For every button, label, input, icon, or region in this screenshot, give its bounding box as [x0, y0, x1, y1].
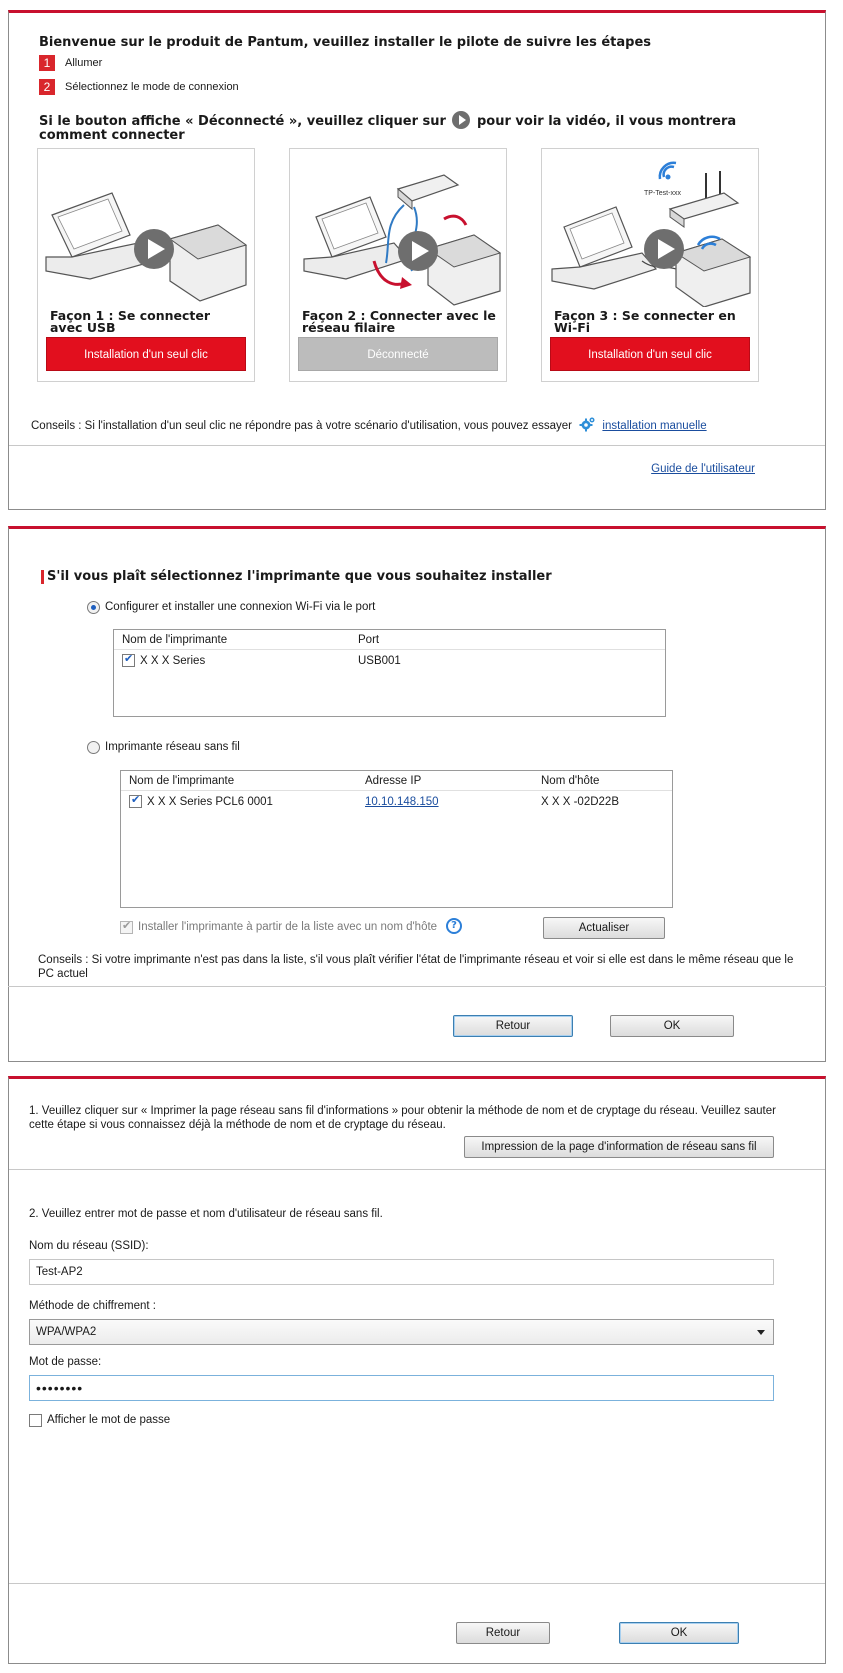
wireless-printer-label: Imprimante réseau sans fil: [105, 741, 240, 753]
divider: [9, 1169, 825, 1170]
printer-port: USB001: [358, 655, 401, 667]
divider: [9, 1583, 825, 1584]
video-hint-text-after: pour voir la vidéo, il vous montrera comment connecter: [39, 114, 737, 143]
wifi-via-port-label: Configurer et installer une connexion Wi-Fi via le port: [105, 601, 376, 613]
select-printer-title: S'il vous plaît sélectionnez l'imprimante que vous souhaitez installer: [47, 569, 552, 584]
ok-button[interactable]: OK: [619, 1622, 739, 1644]
welcome-title: Bienvenue sur le produit de Pantum, veuillez installer le pilote de suivre les étapes: [39, 35, 652, 50]
connection-mode-panel: [8, 10, 826, 510]
encryption-select[interactable]: [29, 1319, 774, 1345]
refresh-button[interactable]: Actualiser: [543, 917, 665, 939]
column-header-printer-name: Nom de l'imprimante: [129, 775, 235, 787]
card-title-wifi: Façon 3 : Se connecter en Wi-Fi: [554, 308, 736, 335]
connection-card-usb: [37, 148, 255, 382]
printer-ip-link[interactable]: 10.10.148.150: [365, 796, 439, 808]
manual-install-tip: [31, 416, 707, 432]
card-title-wired: Façon 2 : Connecter avec le réseau filaire: [302, 308, 496, 335]
step-number-1: 1: [39, 55, 55, 71]
printer-checkbox[interactable]: [129, 795, 142, 808]
usb-one-click-install-button[interactable]: Installation d'un seul clic: [46, 337, 246, 371]
manual-install-link[interactable]: installation manuelle: [602, 420, 707, 432]
hostname-install-label: Installer l'imprimante à partir de la liste avec un nom d'hôte: [138, 921, 438, 933]
table-row[interactable]: [121, 793, 672, 811]
ssid-label: Nom du réseau (SSID):: [29, 1240, 149, 1252]
printer-not-listed-tip: Conseils : Si votre imprimante n'est pas dans la liste, s'il vous plaît vérifier l'état de l'imprimante réseau et voir si elle est dans le même réseau que le PC actuel: [38, 954, 794, 980]
column-header-hostname: Nom d'hôte: [541, 775, 600, 787]
password-label: Mot de passe:: [29, 1356, 102, 1368]
wired-disconnected-button: Déconnecté: [298, 337, 498, 371]
column-header-printer-name: Nom de l'imprimante: [122, 634, 228, 646]
encryption-label: Méthode de chiffrement :: [29, 1300, 156, 1312]
user-guide-link[interactable]: Guide de l'utilisateur: [651, 463, 755, 475]
step-label-select-mode: Sélectionnez le mode de connexion: [65, 81, 239, 93]
gear-icon: [579, 416, 595, 432]
divider: [9, 445, 825, 446]
printer-name: X X X Series PCL6 0001: [147, 796, 273, 808]
step1-instructions: 1. Veuillez cliquer sur « Imprimer la page réseau sans fil d'informations » pour obtenir la méthode de nom et de cryptage du réseau. Veuillez sauter cette étape si vous connaissez déjà la méthode de nom et de cryptage du réseau.: [29, 1105, 776, 1131]
table-row[interactable]: [114, 652, 665, 670]
step-number-2: 2: [39, 79, 55, 95]
printer-checkbox[interactable]: [122, 654, 135, 667]
back-button[interactable]: Retour: [456, 1622, 550, 1644]
column-header-port: Port: [358, 634, 380, 646]
router-ssid-label: TP-Test-xxx: [644, 190, 681, 197]
connection-card-wired: [289, 148, 507, 382]
play-icon[interactable]: [452, 111, 470, 129]
tip-text: Conseils : Si l'installation d'un seul clic ne répondre pas à votre scénario d'utilisation, vous pouvez essayer: [31, 420, 572, 432]
password-input[interactable]: ••••••••: [29, 1375, 774, 1401]
show-password-label: Afficher le mot de passe: [47, 1414, 171, 1426]
hostname-install-checkbox[interactable]: [120, 921, 133, 934]
wired-connection-illustration: [294, 153, 502, 307]
column-header-ip: Adresse IP: [365, 775, 422, 787]
video-hint: [39, 111, 799, 143]
back-button[interactable]: Retour: [453, 1015, 573, 1037]
card-title-usb: Façon 1 : Se connecter avec USB: [50, 308, 211, 335]
ok-button[interactable]: OK: [610, 1015, 734, 1037]
connection-card-wifi: [541, 148, 759, 382]
step2-instructions: 2. Veuillez entrer mot de passe et nom d'utilisateur de réseau sans fil.: [29, 1208, 383, 1220]
port-printer-list: [113, 629, 666, 717]
title-accent-bar: [41, 570, 44, 584]
print-wireless-info-page-button[interactable]: Impression de la page d'information de réseau sans fil: [464, 1136, 774, 1158]
list-header: [121, 771, 672, 791]
usb-connection-illustration: [42, 153, 250, 307]
step-label-power-on: Allumer: [65, 57, 103, 69]
ssid-input[interactable]: Test-AP2: [29, 1259, 774, 1285]
printer-hostname: X X X -02D22B: [541, 796, 619, 808]
wifi-connection-illustration: [546, 153, 754, 307]
video-hint-text-before: Si le bouton affiche « Déconnecté », veuillez cliquer sur: [39, 114, 446, 129]
wifi-one-click-install-button[interactable]: Installation d'un seul clic: [550, 337, 750, 371]
list-header: [114, 630, 665, 650]
wifi-config-panel: [8, 1076, 826, 1664]
chevron-down-icon: [757, 1330, 765, 1335]
encryption-selected-value: WPA/WPA2: [36, 1326, 97, 1338]
show-password-checkbox[interactable]: [29, 1414, 42, 1427]
wireless-printer-list: [120, 770, 673, 908]
wifi-via-port-radio[interactable]: [87, 601, 100, 614]
help-icon[interactable]: ?: [446, 918, 462, 934]
printer-name: X X X Series: [140, 655, 206, 667]
wireless-printer-radio[interactable]: [87, 741, 100, 754]
